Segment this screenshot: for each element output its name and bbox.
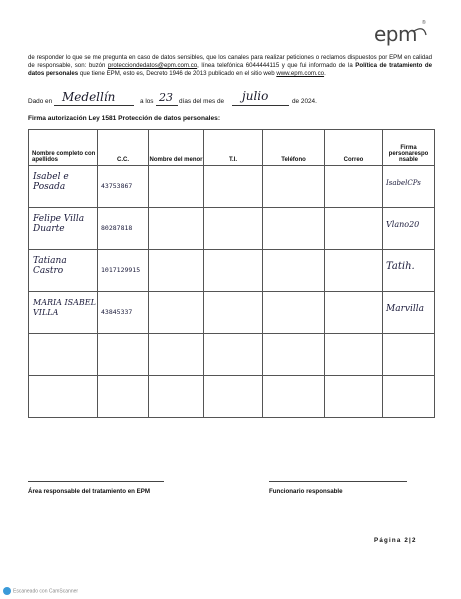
dado-en-label: Dado en xyxy=(28,98,53,105)
cell-name[interactable] xyxy=(29,334,98,376)
dias-label: días del mes de xyxy=(179,98,225,105)
cell-ti[interactable] xyxy=(204,250,263,292)
cell-menor[interactable] xyxy=(149,166,204,208)
name-handwritten: Isabel e Posada xyxy=(33,172,69,192)
scanner-text: Escaneado con CamScanner xyxy=(13,588,79,595)
cc-handwritten: 1017129915 xyxy=(101,266,141,274)
epm-logo xyxy=(374,22,430,46)
name-handwritten: Tatiana Castro xyxy=(33,256,67,276)
section-title: Firma autorización Ley 1581 Protección de datos personales: xyxy=(28,115,221,122)
day-line xyxy=(156,105,178,106)
header-firma: Firma personarespo nsable xyxy=(383,130,435,166)
cell-correo[interactable] xyxy=(325,250,383,292)
cell-ti[interactable] xyxy=(204,292,263,334)
cell-menor[interactable] xyxy=(149,208,204,250)
cell-ti[interactable] xyxy=(204,376,263,418)
city-line xyxy=(54,105,134,106)
cell-menor[interactable] xyxy=(149,250,204,292)
page-number: Página 2|2 xyxy=(374,537,417,544)
header-telefono: Teléfono xyxy=(263,130,325,166)
table-row-empty xyxy=(29,334,435,376)
year-label: de 2024. xyxy=(292,98,317,105)
cell-ti[interactable] xyxy=(204,208,263,250)
cell-correo[interactable] xyxy=(325,334,383,376)
header-ti: T.I. xyxy=(204,130,263,166)
cell-ti[interactable] xyxy=(204,334,263,376)
cell-telefono[interactable] xyxy=(263,376,325,418)
area-responsable-label: Área responsable del tratamiento en EPM xyxy=(28,488,151,495)
cell-telefono[interactable] xyxy=(263,292,325,334)
cell-telefono[interactable] xyxy=(263,334,325,376)
name-handwritten: MARIA ISABEL VILLA xyxy=(33,298,96,317)
funcionario-label: Funcionario responsable xyxy=(269,488,343,495)
cell-firma[interactable] xyxy=(383,376,435,418)
table-header-row xyxy=(29,130,435,166)
consent-paragraph xyxy=(28,54,432,78)
paragraph-part1: de responder lo que se me pregunta en caso de datos sensibles, que los canales para realizar peticiones o reclamos dispuestos por EPM en calidad de responsable, son: buzón xyxy=(28,54,432,70)
cell-name[interactable] xyxy=(29,166,98,208)
registered-mark: ® xyxy=(422,20,426,26)
day-handwritten: 23 xyxy=(159,91,173,104)
table-row xyxy=(29,208,435,250)
cell-correo[interactable] xyxy=(325,292,383,334)
signature-table xyxy=(28,129,435,418)
policy-text: Política de tratamiento de datos personales xyxy=(28,62,432,78)
area-signature-line[interactable] xyxy=(28,481,164,482)
paragraph-part3: que tiene EPM, esto es, Decreto 1946 de 2013 publicado en el sitio web xyxy=(78,70,277,78)
cell-ti[interactable] xyxy=(204,166,263,208)
header-menor: Nombre del menor xyxy=(149,130,204,166)
date-location-line xyxy=(28,89,432,108)
cell-cc[interactable] xyxy=(98,334,149,376)
cc-handwritten: 80287818 xyxy=(101,224,133,232)
cell-cc[interactable] xyxy=(98,292,149,334)
header-cc: C.C. xyxy=(98,130,149,166)
table-row-empty xyxy=(29,376,435,418)
cell-telefono[interactable] xyxy=(263,166,325,208)
a-los-label: a los xyxy=(140,98,154,105)
cell-menor[interactable] xyxy=(149,376,204,418)
signature-handwritten: Vlano20 xyxy=(386,220,420,229)
header-correo: Correo xyxy=(325,130,383,166)
cell-telefono[interactable] xyxy=(263,250,325,292)
month-line xyxy=(232,105,289,106)
cell-name[interactable] xyxy=(29,376,98,418)
cell-firma[interactable] xyxy=(383,250,435,292)
cell-firma[interactable] xyxy=(383,208,435,250)
cell-telefono[interactable] xyxy=(263,208,325,250)
paragraph-part2: , línea telefónica 6044444115 y que fui informado de la xyxy=(197,62,356,70)
name-handwritten: Felipe Villa Duarte xyxy=(33,214,85,234)
table-row xyxy=(29,166,435,208)
table-row xyxy=(29,292,435,334)
cell-cc[interactable] xyxy=(98,250,149,292)
cell-correo[interactable] xyxy=(325,376,383,418)
cell-correo[interactable] xyxy=(325,208,383,250)
cell-cc[interactable] xyxy=(98,208,149,250)
cell-name[interactable] xyxy=(29,292,98,334)
website-link[interactable]: www.epm.com.co xyxy=(276,70,325,78)
cell-name[interactable] xyxy=(29,208,98,250)
month-handwritten: julio xyxy=(242,89,269,103)
cell-firma[interactable] xyxy=(383,292,435,334)
cell-correo[interactable] xyxy=(325,166,383,208)
paragraph-part4: . xyxy=(324,70,326,78)
table-row xyxy=(29,250,435,292)
header-nombre: Nombre completo con apellidos xyxy=(29,130,98,166)
signature-handwritten: Marvilla xyxy=(386,304,424,314)
cc-handwritten: 43753867 xyxy=(101,182,133,190)
signature-handwritten: IsabelCPs xyxy=(386,179,421,187)
signature-handwritten: Tatih. xyxy=(386,261,415,272)
cell-name[interactable] xyxy=(29,250,98,292)
funcionario-signature-line[interactable] xyxy=(269,481,407,482)
email-link[interactable]: protecciondedatos@epm.com.co xyxy=(107,62,198,70)
cell-cc[interactable] xyxy=(98,376,149,418)
cell-menor[interactable] xyxy=(149,334,204,376)
cell-menor[interactable] xyxy=(149,292,204,334)
scanner-watermark xyxy=(3,587,78,595)
cell-cc[interactable] xyxy=(98,166,149,208)
cell-firma[interactable] xyxy=(383,166,435,208)
cell-firma[interactable] xyxy=(383,334,435,376)
logo-text: epm xyxy=(374,22,417,46)
city-handwritten: Medellín xyxy=(62,90,116,104)
cc-handwritten: 43845337 xyxy=(101,308,133,316)
camscanner-icon xyxy=(3,587,11,595)
